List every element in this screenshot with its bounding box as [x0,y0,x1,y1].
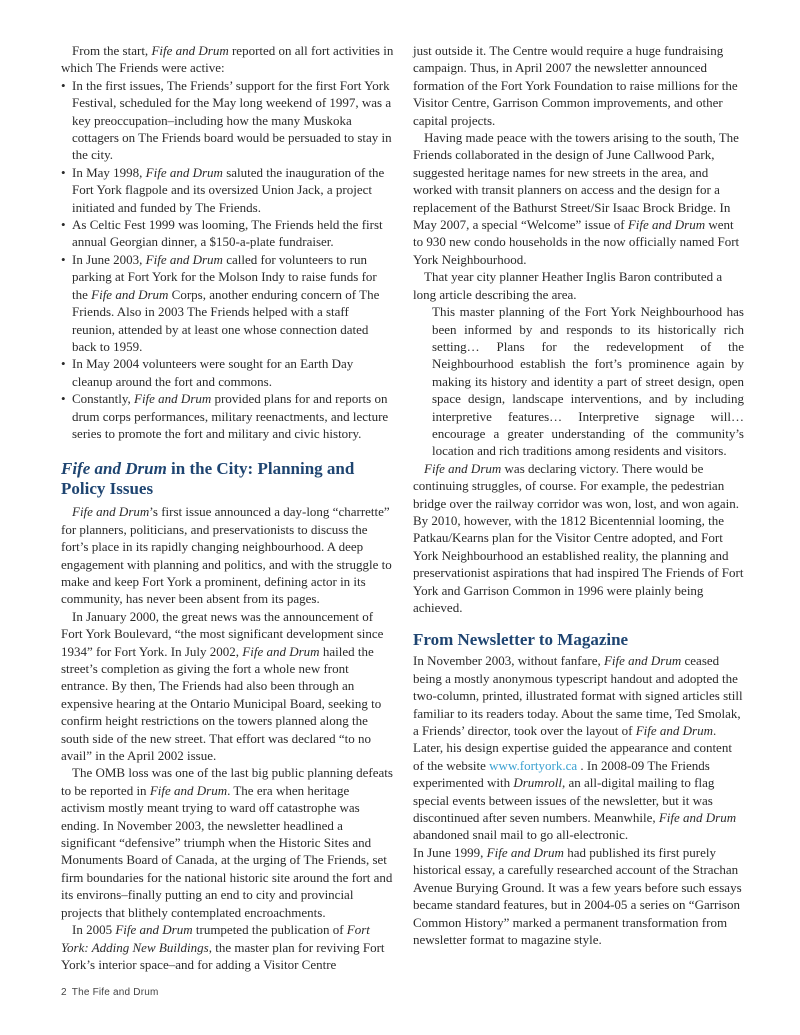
list-item: • In the first issues, The Friends’ support for the first Fort York Festival, scheduled for the May long weekend of 1997, was a key preoccupation–including how the many Muskoka cottagers on The Friends board would be persuaded to stay in the city. [61,77,394,164]
intro-paragraph: From the start, Fife and Drum reported on all fort activities in which The Friends were active: [61,43,394,76]
list-item: • In May 2004 volunteers were sought for an Earth Day cleanup around the fort and commons. [61,355,394,390]
body-paragraph: just outside it. The Centre would require a huge fundraising campaign. Thus, in April 2007 the newsletter announced formation of the Fort York Foundation to raise millions for the Visitor Centre, Garrison Common improvements, and other capital projects. [413,43,738,128]
list-item: • As Celtic Fest 1999 was looming, The Friends held the first annual Georgian dinner, a $150-a-plate fundraiser. [61,216,394,251]
body-paragraph: That year city planner Heather Inglis Baron contributed a long article describing the area. [413,269,723,302]
publication-name: The Fife and Drum [71,987,159,998]
section-heading-newsletter-to-magazine: From Newsletter to Magazine [413,630,629,650]
section-heading-city-planning: Fife and Drum in the City: Planning and Policy Issues [61,459,355,499]
page-number: 2 [61,987,67,998]
body-paragraph: Fife and Drum was declaring victory. There would be continuing struggles, of course. For example, the pedestrian bridge over the railway corridor was won, lost, and won again. By 2010, however, with the 1812 Bicentennial looming, the Patkau/Kearns plan for the Visitor Centre adopted, and Fort York Neighbourhood an established reality, the planning and preservationist aspirations that had inspired The Friends of Fort York and Garrison Common in 1996 were plainly being achieved. [413,460,744,615]
body-paragraph: In November 2003, without fanfare, Fife and Drum ceased being a mostly anonymous typescript handout and adopted the two-column, printed, illustrated format with signed articles still familiar to its readers today. About the same time, Ted Smolak, a Friends’ director, took over the layout of Fife and Drum. Later, his design expertise guided the appearance and content of the website www.fortyork.ca . In 2008-09 The Friends experimented with Drumroll, an all-digital mailing to flag special events between issues of the newsletter, but it was discontinued after seven numbers. Meanwhile, Fife and Drum abandoned snail mail to go all-electronic. [413,653,743,843]
list-item: • In May 1998, Fife and Drum saluted the inauguration of the Fort York flagpole and its oversized Union Jack, a project initiated and funded by The Friends. [61,164,394,216]
list-item: • In June 2003, Fife and Drum called for volunteers to run parking at Fort York for the Molson Indy to raise funds for the Fife and Drum Corps, another enduring concern of The Friends. Also in 2003 The Friends helped with a staff reunion, attended by at least one whose connection dated back to 1959. [61,251,394,355]
list-item: • Constantly, Fife and Drum provided plans for and reports on drum corps performances, military reenactments, and lecture series to promote the fort and military and civic history. [61,390,394,442]
body-paragraph: Fife and Drum’s first issue announced a day-long “charrette” for planners, politicians, and preservationists to discuss the fort’s place in its rapidly changing neighbourhood. A deep engagement with planning and politics, and with the struggle to make and keep Fort York a prominent, defining actor in its community, has never been absent from its pages. [61,504,392,607]
left-column [61,42,394,973]
website-link[interactable]: www.fortyork.ca [489,757,578,773]
right-column [413,42,744,948]
body-paragraph: In 2005 Fife and Drum trumpeted the publication of Fort York: Adding New Buildings, the master plan for reviving Fort York’s interior space–and for adding a Visitor Centre [61,922,385,972]
body-paragraph: Having made peace with the towers arising to the south, The Friends collaborated in the design of June Callwood Park, suggested heritage names for new streets in the area, and worked with transit planners on access and the design for a replacement of the Bathurst Street/Sir Isaac Brock Bridge. In May 2007, a special “Welcome” issue of Fife and Drum went to 930 new condo households in the now officially named Fort York Neighbourhood. [413,130,740,267]
body-paragraph: In June 1999, Fife and Drum had published its first purely historical essay, a carefully researched account of the Strachan Avenue Burying Ground. It was a few years before such essays became standard features, but in 2004-05 a series on “Garrison Common History” marked a permanent transformation from newsletter format to magazine style. [413,844,742,947]
body-paragraph: The OMB loss was one of the last big public planning defeats to be reported in Fife and Drum. The era when heritage activism mostly meant trying to ward off catastrophe was ending. In November 2003, the newsletter headlined a significant “defensive” triumph when the Historic Sites and Monuments Board of Canada, at the urging of The Friends, set firm boundaries for the national historic site around the fort and its environs–finally putting an end to city and provincial projects that blithely contemplated encroachments. [61,765,393,920]
block-quote: This master planning of the Fort York Neighbourhood has been informed by and responds to its historically rich setting… Plans for the redevelopment of the Neighbourhood establish the fort’s prominence again by making its history and identity a part of street design, open space design, landscape interventions, and by including interpretive features… Interpretive signage will… encourage a greater understanding of the community’s location and rich traditions among residents and visitors. [432,304,744,459]
body-paragraph: In January 2000, the great news was the announcement of Fort York Boulevard, “the most significant development since 1934” for Fort York. In July 2002, Fife and Drum hailed the street’s completion as giving the fort a whole new front entrance. By then, The Friends had also been through an expensive hearing at the Ontario Municipal Board, seeking to confirm height restrictions on the towers planned along the south side of the new street. That effort was declared “to no avail” in the April 2002 issue. [61,608,384,764]
activities-list [61,77,394,443]
page-footer [61,987,159,998]
